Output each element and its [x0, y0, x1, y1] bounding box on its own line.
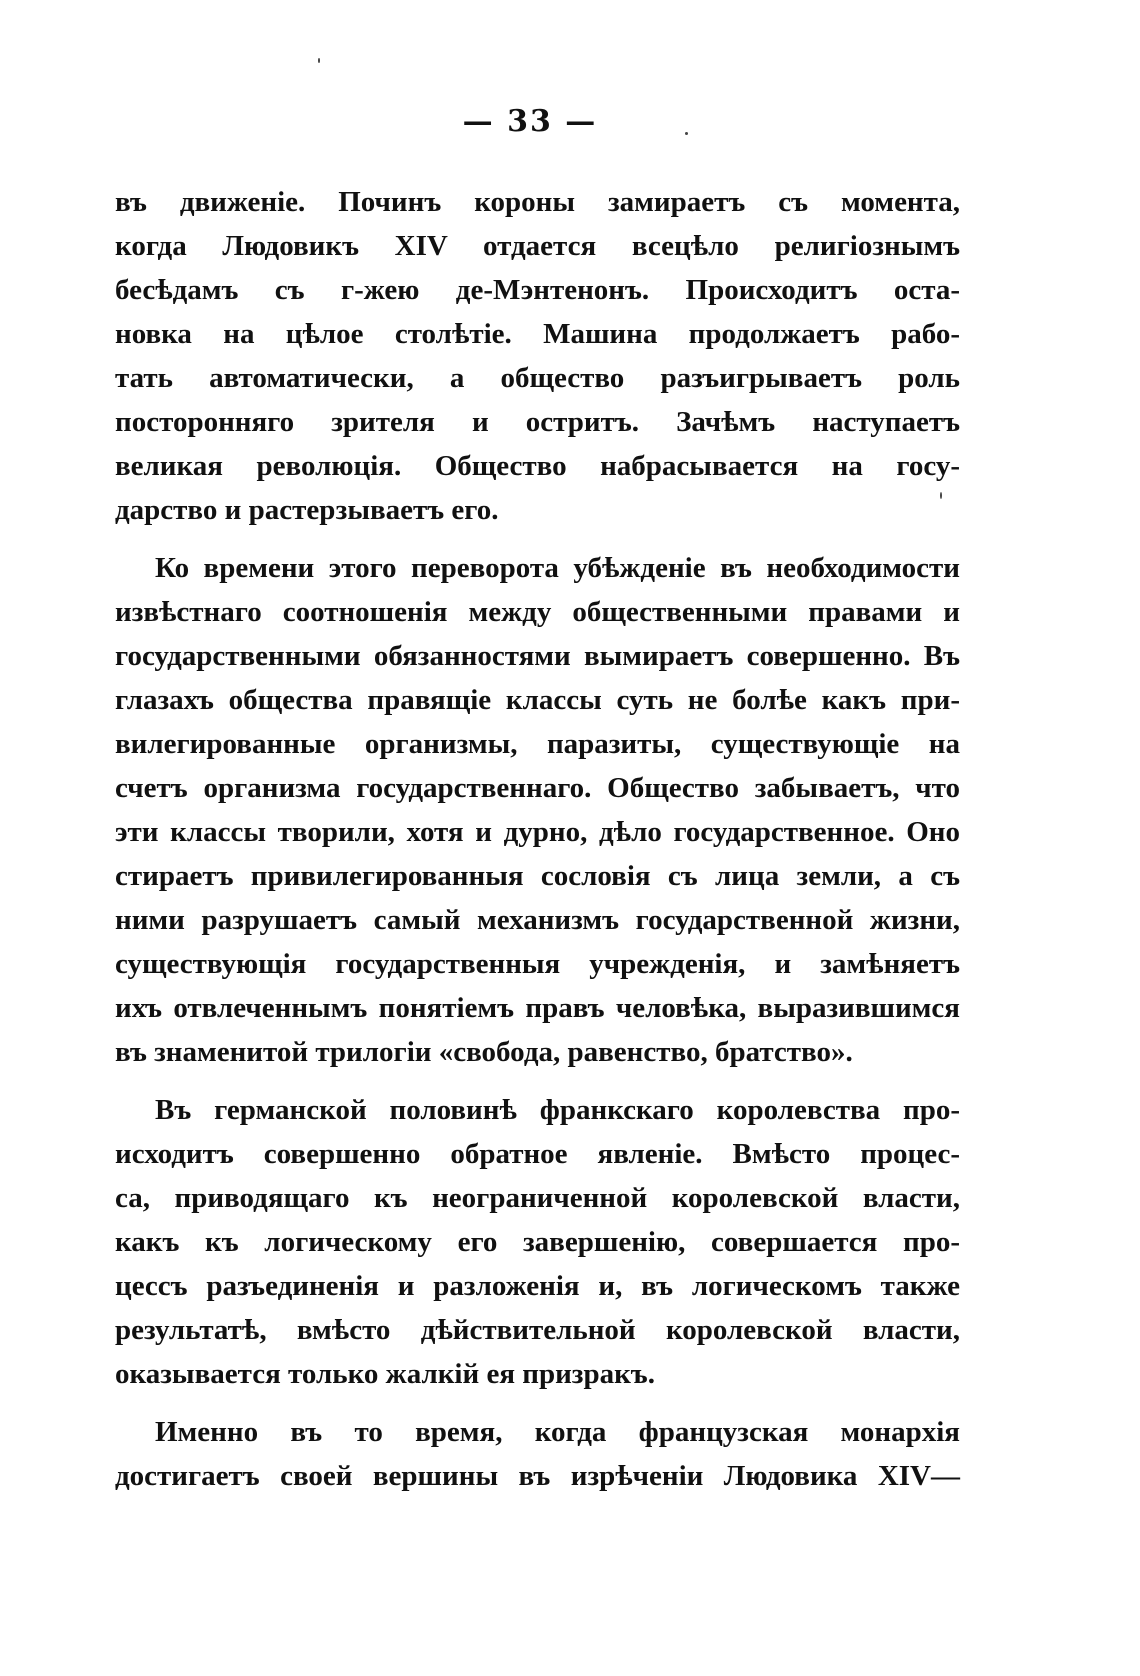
paragraph-2 — [115, 546, 960, 1074]
text-line: тать автоматически, а общество разъигрываетъ роль — [115, 362, 960, 394]
text-line: извѣстнаго соотношенія между общественными правами и — [115, 596, 960, 628]
text-line: въ движеніе. Починъ короны замираетъ съ момента, — [115, 186, 960, 218]
text-line: дарство и растерзываетъ его. — [115, 494, 499, 526]
scan-speck — [318, 58, 320, 63]
text-line: посторонняго зрителя и остритъ. Зачѣмъ наступаетъ — [115, 406, 960, 438]
paragraph-4 — [115, 1410, 960, 1498]
scan-speck — [685, 132, 688, 135]
body-text — [115, 180, 960, 1512]
text-line: въ знаменитой трилогіи «свобода, равенство, братство». — [115, 1036, 853, 1068]
text-line: счетъ организма государственнаго. Общество забываетъ, что — [115, 772, 960, 804]
text-line: когда Людовикъ XIV отдается всецѣло религіознымъ — [115, 230, 960, 262]
text-line: Именно въ то время, когда французская монархія — [155, 1416, 960, 1448]
text-line: бесѣдамъ съ г-жею де-Мэнтенонъ. Происходитъ оста- — [115, 274, 960, 306]
text-line: какъ къ логическому его завершенію, совершается про- — [115, 1226, 960, 1258]
text-line: цессъ разъединенія и разложенія и, въ логическомъ также — [115, 1270, 960, 1302]
scan-speck — [940, 492, 942, 499]
text-line: государственными обязанностями вымираетъ совершенно. Въ — [115, 640, 960, 672]
text-line: ними разрушаетъ самый механизмъ государственной жизни, — [115, 904, 960, 936]
text-line: вилегированные организмы, паразиты, существующіе на — [115, 728, 960, 760]
text-line: исходитъ совершенно обратное явленіе. Вмѣсто процес- — [115, 1138, 960, 1170]
paragraph-1 — [115, 180, 960, 532]
paragraph-3 — [115, 1088, 960, 1396]
text-line: новка на цѣлое столѣтіе. Машина продолжаетъ рабо- — [115, 318, 960, 350]
page-number: — 33 — — [462, 104, 598, 139]
text-line: Ко времени этого переворота убѣжденіе въ необходимости — [155, 552, 960, 584]
text-line: стираетъ привилегированныя сословія съ лица земли, а съ — [115, 860, 960, 892]
text-line: существующія государственныя учрежденія, и замѣняетъ — [115, 948, 960, 980]
text-line: глазахъ общества правящіе классы суть не болѣе какъ при- — [115, 684, 960, 716]
text-line: результатѣ, вмѣсто дѣйствительной королевской власти, — [115, 1314, 960, 1346]
text-line: достигаетъ своей вершины въ изрѣченіи Людовика XIV— — [115, 1460, 960, 1492]
text-line: оказывается только жалкій ея призракъ. — [115, 1358, 655, 1390]
text-line: ихъ отвлеченнымъ понятіемъ правъ человѣка, выразившимся — [115, 992, 960, 1024]
text-line: великая революція. Общество набрасывается на госу- — [115, 450, 960, 482]
text-line: Въ германской половинѣ франкскаго королевства про- — [155, 1094, 960, 1126]
text-line: са, приводящаго къ неограниченной королевской власти, — [115, 1182, 960, 1214]
text-line: эти классы творили, хотя и дурно, дѣло государственное. Оно — [115, 816, 960, 848]
